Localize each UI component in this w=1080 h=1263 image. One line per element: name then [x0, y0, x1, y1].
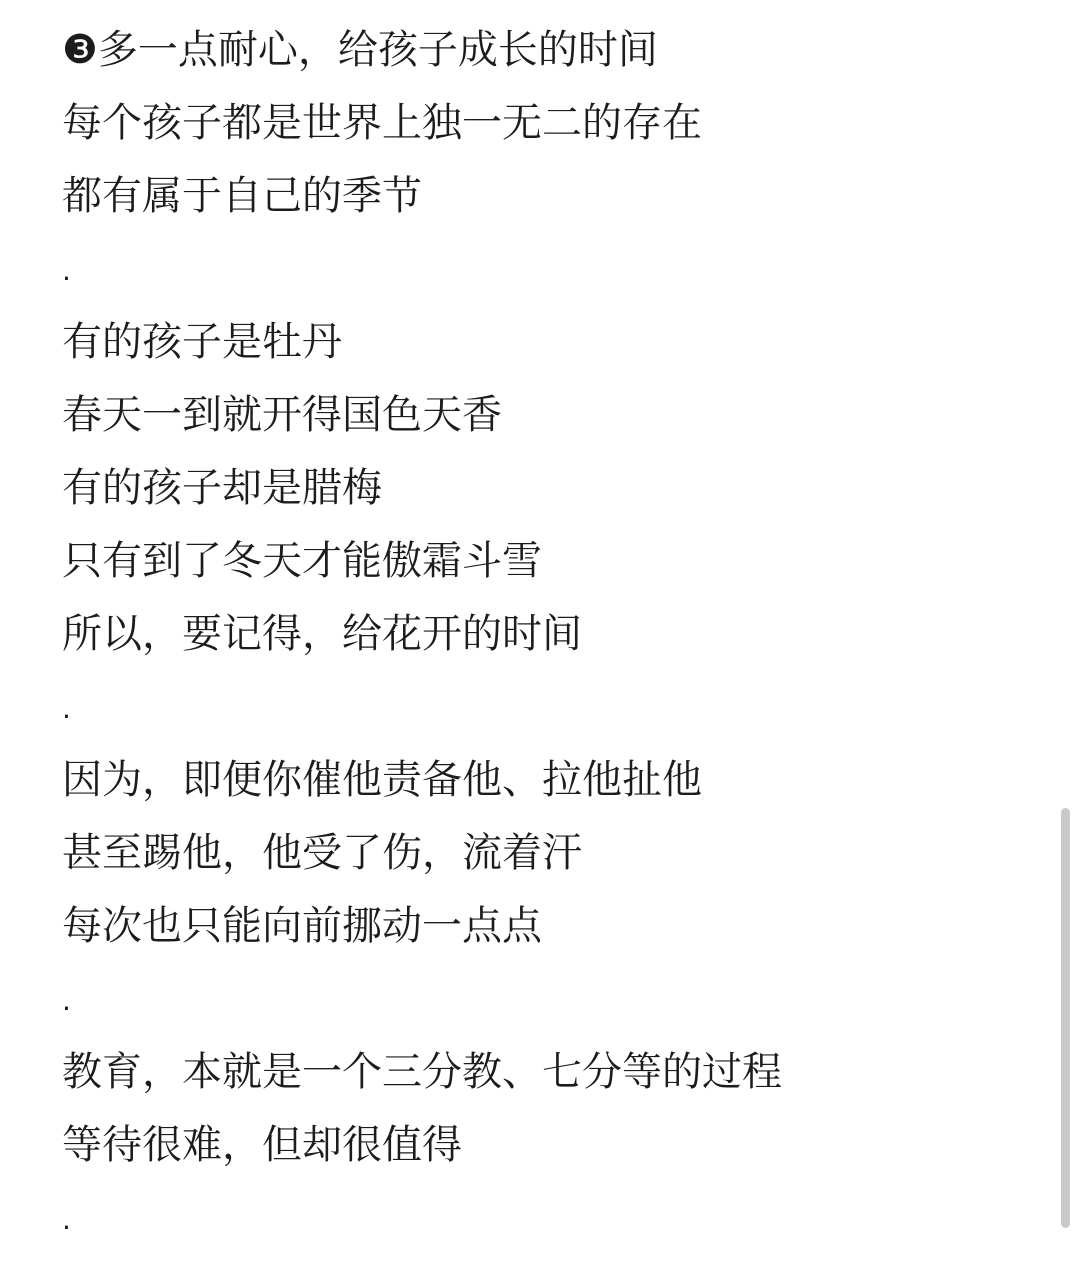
text-line: 每次也只能向前挪动一点点 [62, 903, 542, 949]
text-line: 都有属于自己的季节 [62, 173, 422, 219]
text-line: 等待很难，但却很值得 [62, 1122, 462, 1168]
text-line: 有的孩子却是腊梅 [62, 465, 382, 511]
separator-dot: . [62, 984, 71, 1017]
text-line: 每个孩子都是世界上独一无二的存在 [62, 100, 702, 146]
text-line: 所以，要记得，给花开的时间 [62, 611, 582, 657]
text-line: 有的孩子是牡丹 [62, 319, 342, 365]
text-line: 春天一到就开得国色天香 [62, 392, 502, 438]
heading-line: ❸多一点耐心，给孩子成长的时间 [62, 27, 658, 73]
separator-dot: . [62, 692, 71, 725]
scrollbar-thumb[interactable] [1061, 808, 1070, 1228]
text-line: 教育，本就是一个三分教、七分等的过程 [62, 1049, 782, 1095]
separator-dot: . [62, 254, 71, 287]
article-body [62, 22, 1022, 1263]
text-line: 只有到了冬天才能傲霜斗雪 [62, 538, 542, 584]
text-line: 因为，即便你催他责备他、拉他扯他 [62, 757, 702, 803]
text-line: 甚至踢他，他受了伤，流着汗 [62, 830, 582, 876]
separator-dot: . [62, 1203, 71, 1236]
